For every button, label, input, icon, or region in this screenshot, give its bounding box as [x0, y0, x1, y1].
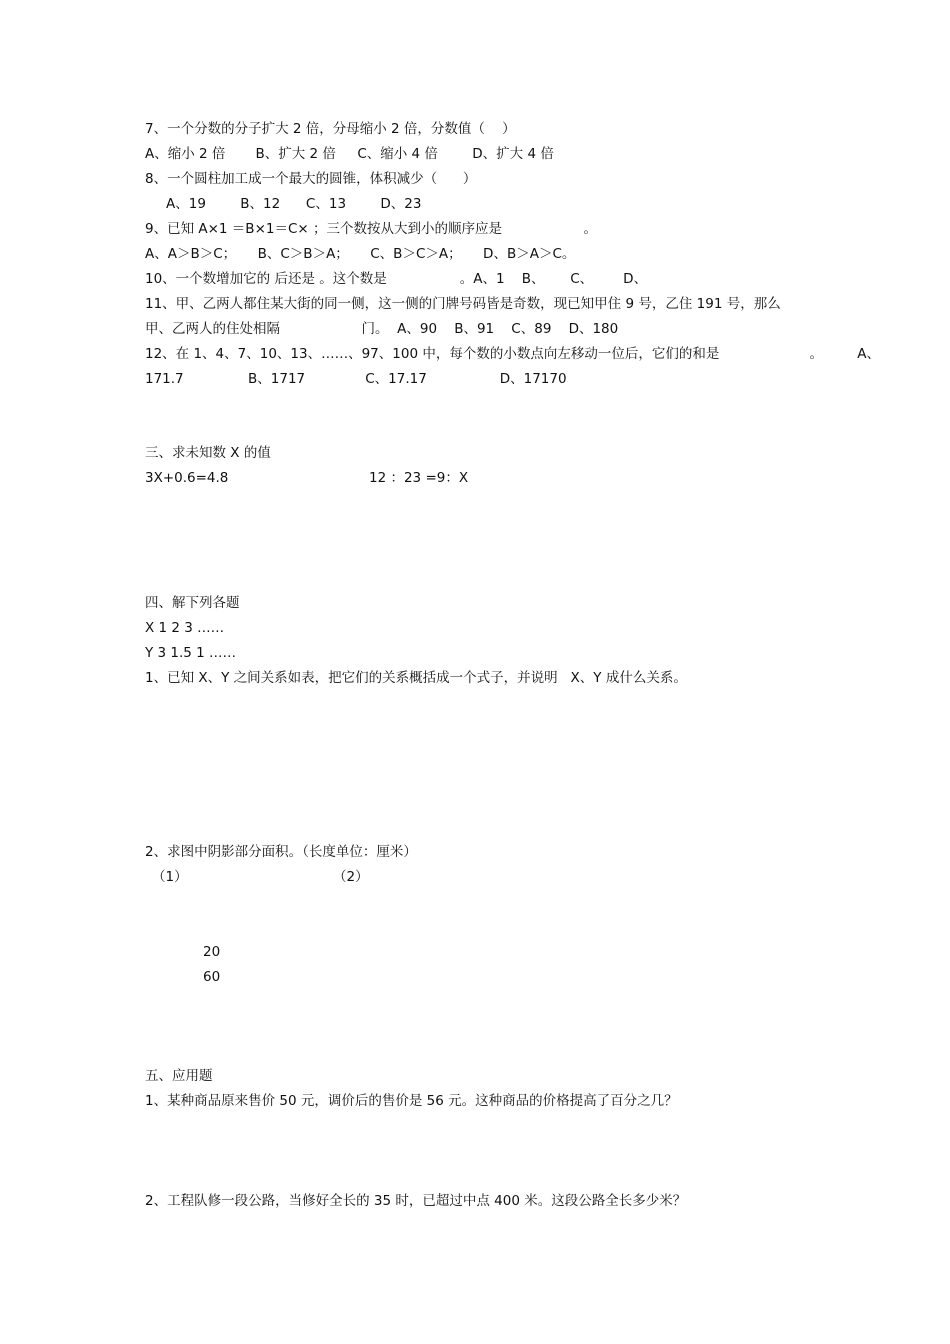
figure-1-label: （1）: [152, 869, 188, 885]
section3-title: 三、求未知数 X 的值: [145, 445, 271, 461]
table-row-y: Y 3 1.5 1 ……: [145, 645, 237, 661]
q8-options: A、19 B、12 C、13 D、23: [166, 196, 422, 212]
section4-question-2: 2、求图中阴影部分面积。（长度单位：厘米）: [145, 844, 417, 860]
section5-title: 五、应用题: [145, 1068, 213, 1084]
q10-stem: 10、一个数增加它的 后还是 。这个数是 。A、1 B、 C、 D、: [145, 271, 648, 287]
figure-2-label: （2）: [333, 869, 369, 885]
q9-options: A、A＞B＞C； B、C＞B＞A； C、B＞C＞A； D、B＞A＞C。: [145, 246, 576, 262]
section5-question-1: 1、某种商品原来售价 50 元，调价后的售价是 56 元。这种商品的价格提高了百分之几？: [145, 1093, 678, 1109]
q12-line1: 12、在 1、4、7、10、13、……、97、100 中，每个数的小数点向左移动一位后，它们的和是 。 A、: [145, 346, 881, 362]
q8-stem: 8、一个圆柱加工成一个最大的圆锥，体积减少（ ）: [145, 171, 477, 187]
section5-question-2: 2、工程队修一段公路，当修好全长的 35 时，已超过中点 400 米。这段公路全长多少米？: [145, 1193, 687, 1209]
figure-number-20: 20: [203, 944, 221, 960]
table-row-x: X 1 2 3 ……: [145, 620, 225, 636]
section4-question-1: 1、已知 X、Y 之间关系如表，把它们的关系概括成一个式子，并说明 X、Y 成什么关系。: [145, 670, 687, 686]
section3-equation-1: 3X+0.6=4.8: [145, 470, 229, 486]
q9-stem: 9、已知 A×1 ＝B×1＝C× ；三个数按从大到小的顺序应是 。: [145, 221, 598, 237]
q7-stem: 7、一个分数的分子扩大 2 倍，分母缩小 2 倍，分数值（ ）: [145, 121, 516, 137]
q11-line1: 11、甲、乙两人都住某大街的同一侧，这一侧的门牌号码皆是奇数，现已知甲住 9 号，乙住 191 号，那么: [145, 296, 781, 312]
section3-equation-2: 12 ：23 =9：X: [369, 470, 469, 486]
figure-number-60: 60: [203, 969, 221, 985]
q12-line2: 171.7 B、1717 C、17.17 D、17170: [145, 371, 567, 387]
q7-options: A、缩小 2 倍 B、扩大 2 倍 C、缩小 4 倍 D、扩大 4 倍: [145, 146, 554, 162]
q11-line2: 甲、乙两人的住处相隔 门。 A、90 B、91 C、89 D、180: [145, 321, 619, 337]
section4-title: 四、解下列各题: [145, 595, 240, 611]
